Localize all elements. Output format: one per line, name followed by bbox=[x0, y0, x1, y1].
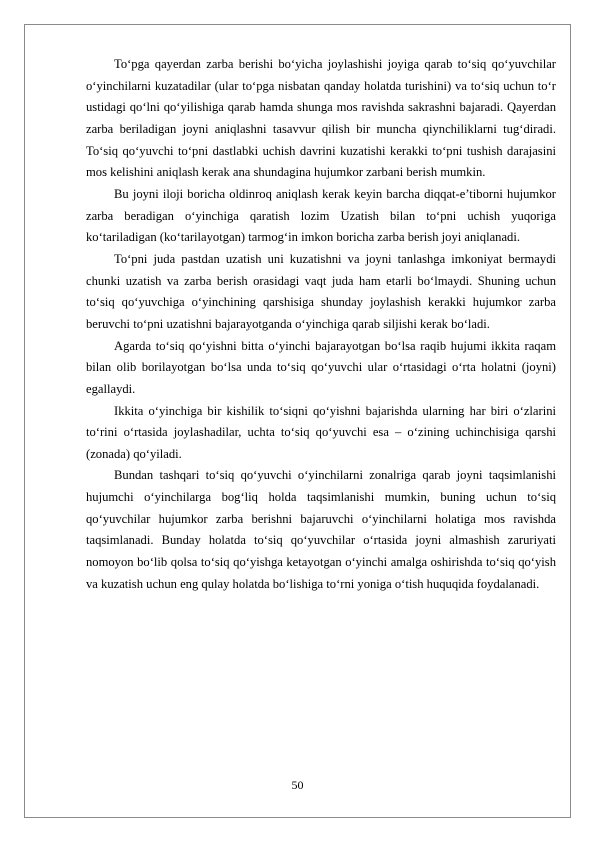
paragraph-2: Bu joyni iloji boricha oldinroq aniqlash kerak keyin barcha diqqat-e’tiborni hujumkor zarba beradigan o‘yinchiga qaratish lozim Uzatish bilan to‘pni uchish yuqoriga ko‘tariladigan (ko‘tarilayotgan) tarmog‘in imkon boricha zarba berish joyi aniqlanadi. bbox=[86, 186, 556, 245]
paragraph-4: Agarda to‘siq qo‘yishni bitta o‘yinchi bajarayotgan bo‘lsa raqib hujumi ikkita raqam bilan olib borilayotgan bo‘lsa unda to‘siq qo‘yuvchi ular o‘rtasidagi o‘rta holatni (joyni) egallaydi. bbox=[86, 338, 556, 396]
paragraph-3: To‘pni juda pastdan uzatish uni kuzatishni va joyni tanlashga imkoniyat bermaydi chunki uzatish va zarba berish orasidagi vaqt juda ham etarli bo‘lmaydi. Shuning uchun to‘siq qo‘yuvchiga o‘yinchining qarshisiga shunday joylashish kerakki hujumkor zarba beruvchi to‘pni uzatishni bajarayotganda o‘yinchiga qarab siljishi kerak bo‘ladi. bbox=[86, 251, 556, 331]
page-number: 50 bbox=[291, 778, 304, 792]
paragraph-1: To‘pga qayerdan zarba berishi bo‘yicha joylashishi joyiga qarab to‘siq qo‘yuvchilar o‘yinchilarni kuzatadilar (ular to‘pga nisbatan qanday holatda turishini) va to‘siq uchun to‘r ustidagi qo‘lni qo‘yilishiga qarab hamda shunga mos ravishda sakrashni bajaradi. Qayerdan zarba beriladigan joyni aniqlashni tasavvur qilish bir muncha qiynchiliklarni tug‘diradi. To‘siq qo‘yuvchi to‘pni dastlabki uchish davrini kuzatishi kerakki to‘pni tushish darajasini mos kelishini aniqlash kerak ana shundagina hujumkor zarbani berish mumkin. bbox=[86, 57, 556, 180]
document-body bbox=[86, 54, 556, 595]
paragraph-5: Ikkita o‘yinchiga bir kishilik to‘siqni qo‘yishni bajarishda ularning har biri o‘zlarini to‘rini o‘rtasida joylashadilar, uchta to‘siq qo‘yuvchi esa – o‘zining uchinchisiga qarshi (zonada) qo‘yiladi. bbox=[86, 403, 556, 461]
paragraph-6: Bundan tashqari to‘siq qo‘yuvchi o‘yinchilarni zonalriga qarab joyni taqsimlanishi hujumchi o‘yinchilarga bog‘liq holda taqsimlanishi mumkin, buning uchun to‘siq qo‘yuvchilar hujumkor zarba berishni bajaruvchi o‘yinchilarni holatiga mos ravishda taqsimlanadi. Bunday holatda to‘siq qo‘yuvchilar o‘rtasida joyni almashish zaruriyati nomoyon bo‘lib qolsa to‘siq qo‘yishga ketayotgan o‘yinchi amalga oshirishda to‘siq qo‘yish va kuzatish uchun eng qulay holatda bo‘lishiga to‘rni yoniga o‘tish huquqida foydalanadi. bbox=[86, 468, 556, 591]
